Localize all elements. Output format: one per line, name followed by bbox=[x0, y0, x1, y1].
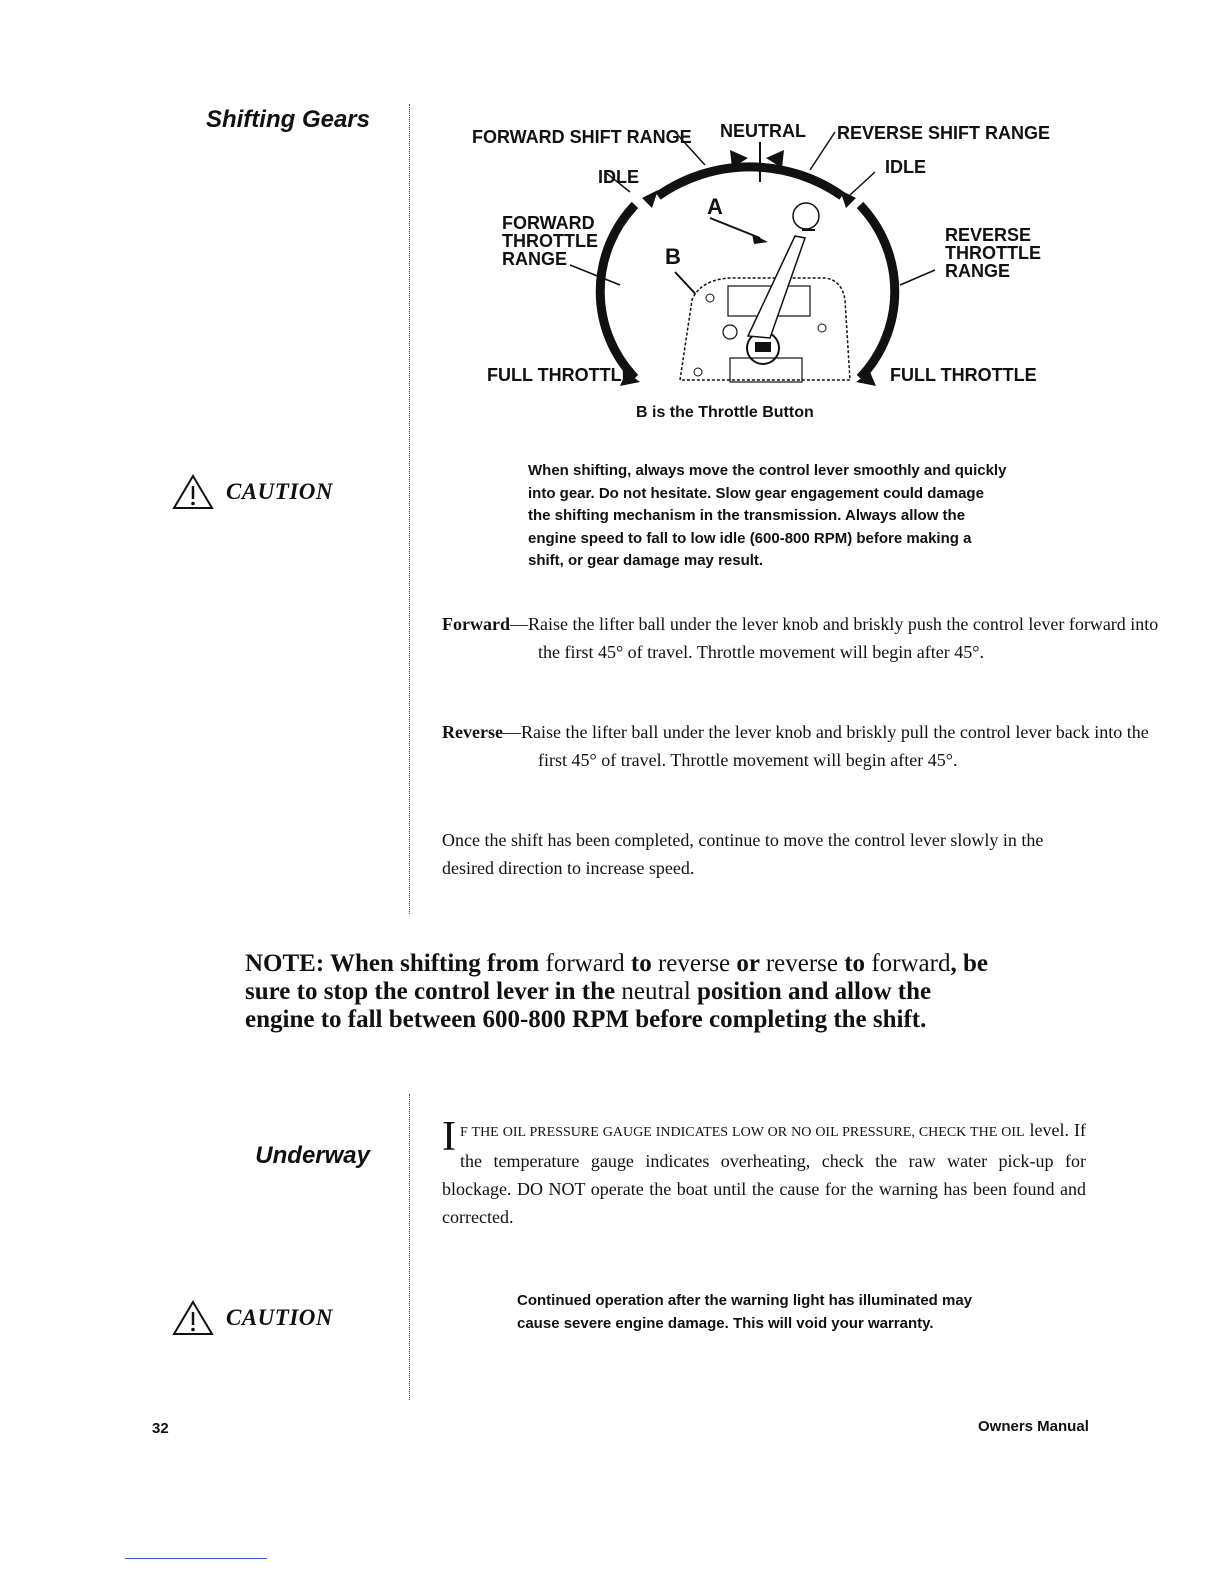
diagram-caption: B is the Throttle Button bbox=[636, 404, 814, 421]
reverse-throttle-range-label: REVERSE THROTTLE RANGE bbox=[945, 225, 1041, 281]
forward-paragraph: Forward—Raise the lifter ball under the lever knob and briskly push the control lever forward into the first 45° of travel. Throttle movement will begin after 45°. bbox=[442, 614, 1159, 662]
caution-marker-2 bbox=[172, 1300, 333, 1336]
forward-term: Forward bbox=[442, 614, 510, 634]
reverse-term: Reverse bbox=[442, 722, 503, 742]
column-divider bbox=[409, 1094, 410, 1400]
forward-shift-range-label: FORWARD SHIFT RANGE bbox=[472, 127, 692, 147]
neutral-label: NEUTRAL bbox=[720, 121, 806, 141]
forward-text: Raise the lifter ball under the lever knob and briskly push the control lever forward into the first 45° of travel. Throttle movement will begin after 45°. bbox=[527, 614, 1159, 662]
edge-line bbox=[125, 1558, 267, 1559]
footer-title: Owners Manual bbox=[978, 1418, 1089, 1435]
column-divider bbox=[409, 104, 410, 914]
reverse-paragraph: Reverse—Raise the lifter ball under the lever knob and briskly pull the control lever back into the first 45° of travel. Throttle movement will begin after 45°. bbox=[442, 722, 1149, 770]
caution-text-2: Continued operation after the warning light has illuminated may cause severe engine damage. This will void your warranty. bbox=[517, 1292, 973, 1332]
shift-diagram bbox=[430, 110, 1110, 440]
warning-triangle-icon bbox=[172, 474, 214, 510]
section-heading-shifting-gears: Shifting Gears bbox=[205, 106, 370, 133]
page-number: 32 bbox=[152, 1420, 169, 1437]
caution-label: CAUTION bbox=[226, 479, 334, 504]
idle-left-label: IDLE bbox=[598, 167, 640, 187]
underway-text: level. If the temperature gauge indicates overheating, check the raw water pick-up for blockage. DO NOT operate the boat until the cause for the warning has been found and corrected. bbox=[442, 1120, 1087, 1227]
once-paragraph: Once the shift has been completed, continue to move the control lever slowly in the desired direction to increase speed. bbox=[442, 830, 1044, 878]
caution-marker-1 bbox=[172, 474, 333, 510]
note-block: NOTE: When shifting from forward to reverse or reverse to forward, be sure to stop the control lever in the neutral position and allow the engine to fall between 600-800 RPM before completing the shift. bbox=[245, 950, 988, 1033]
reverse-text: Raise the lifter ball under the lever knob and briskly pull the control lever back into the first 45° of travel. Throttle movement will begin after 45°. bbox=[520, 722, 1149, 770]
full-throttle-right-label: FULL THROTTLE bbox=[890, 365, 1037, 385]
idle-right-label: IDLE bbox=[885, 157, 927, 177]
caution-text-1: When shifting, always move the control lever smoothly and quickly into gear. Do not hesitate. Slow gear engagement could damage the shifting mechanism in the transmission. Always allow the engine speed to fall to low idle (600-800 RPM) before making a shift, or gear damage may result. bbox=[528, 462, 1007, 569]
reverse-shift-range-label: REVERSE SHIFT RANGE bbox=[837, 123, 1051, 143]
forward-throttle-range-label: FORWARD THROTTLE RANGE bbox=[502, 213, 598, 269]
underway-smallcaps: F THE OIL PRESSURE GAUGE INDICATES LOW OR NO OIL PRESSURE, CHECK THE OIL bbox=[460, 1125, 1025, 1140]
section-heading-underway: Underway bbox=[255, 1142, 370, 1169]
full-throttle-left-label: FULL THROTTLE bbox=[487, 365, 634, 385]
underway-paragraph bbox=[442, 1116, 1086, 1231]
caution-label: CAUTION bbox=[226, 1305, 334, 1330]
label-a: A bbox=[707, 194, 723, 219]
warning-triangle-icon bbox=[172, 1300, 214, 1336]
drop-cap: I bbox=[442, 1114, 456, 1160]
label-b: B bbox=[665, 244, 681, 269]
